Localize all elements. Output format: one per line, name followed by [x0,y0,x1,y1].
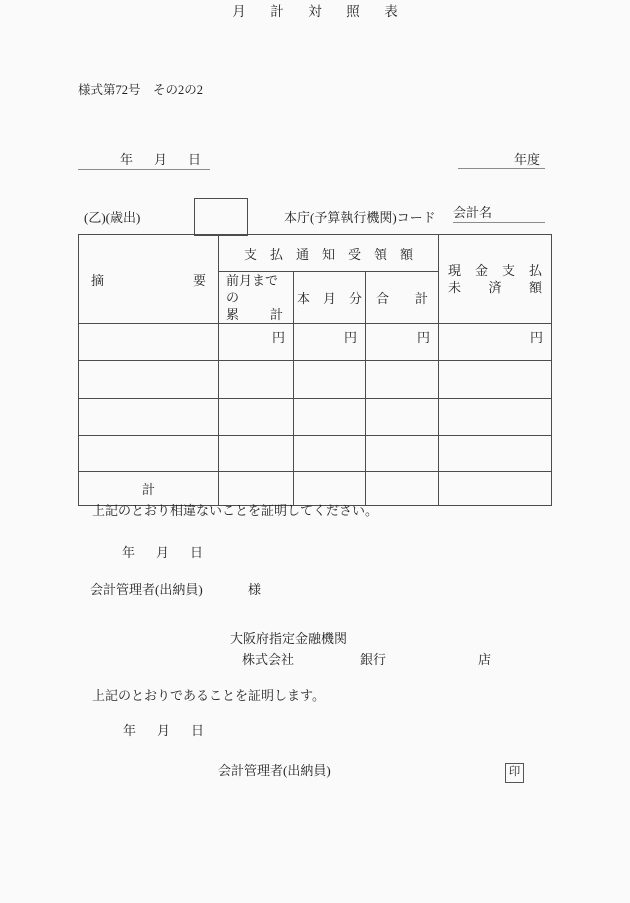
summary-header-char: 摘 [91,272,105,288]
prev-month-header-line1: 前月までの [226,273,279,305]
empty-cell [219,436,294,472]
table-row [79,399,552,436]
empty-cell [79,436,219,472]
empty-cell [439,399,552,436]
empty-cell [219,472,294,506]
empty-cell [79,399,219,436]
cash-header-char: 済 [488,280,502,295]
summary-header-cell [79,235,219,324]
issue-date-label: 年 月 日 [120,152,206,167]
branch-label: 店 [478,652,492,667]
unit-cell: 円 [294,324,366,361]
cash-header-char: 金 [474,263,488,278]
company-type-label: 株式会社 [242,652,295,667]
empty-cell [294,399,366,436]
addressee-label: 会計管理者(出納員) [90,582,203,597]
form-number: 様式第72号 その2の2 [78,83,204,97]
cash-header-char: 払 [528,263,542,278]
certify-statement: 上記のとおりであることを証明します。 [92,688,325,703]
total-row [79,472,552,506]
empty-cell [294,361,366,399]
bank-label: 銀行 [360,652,387,667]
certify-request-statement: 上記のとおり相違ないことを証明してください。 [92,503,379,518]
prev-month-header-char: 計 [269,307,283,322]
total-label-cell: 計 [79,472,219,506]
empty-cell [439,472,552,506]
seal-box [505,763,524,783]
empty-cell [294,472,366,506]
org-code-box [194,198,248,236]
cash-header-char: 現 [448,263,462,278]
unit-row [79,324,552,361]
prev-month-header-char: 累 [226,307,240,322]
summary-header-char: 要 [192,272,206,288]
this-month-header-cell: 本 月 分 [294,272,366,324]
empty-cell [366,472,439,506]
request-date-label: 年 月 日 [122,545,208,560]
cash-unpaid-header-cell [439,235,552,324]
subtotal-header-cell [366,272,439,324]
cash-header-char: 額 [528,280,542,295]
unit-cell: 円 [219,324,294,361]
payment-group-header-cell: 支 払 通 知 受 領 額 [219,235,439,272]
addressee-suffix: 様 [248,582,262,597]
table-header-row-1 [79,235,552,272]
unit-cell: 円 [366,324,439,361]
cash-header-char: 未 [448,280,462,295]
empty-cell [439,361,552,399]
empty-cell [294,436,366,472]
unit-cell: 円 [439,324,552,361]
empty-cell [439,436,552,472]
empty-cell [79,324,219,361]
fiscal-year-label: 年度 [514,152,541,167]
signer-label: 会計管理者(出納員) [218,763,331,778]
fiscal-year-underline [458,168,545,169]
prev-month-header-cell [219,272,294,324]
empty-cell [366,399,439,436]
empty-cell [366,361,439,399]
monthly-comparison-table [78,234,552,506]
subtotal-header-char: 合 [376,291,390,306]
account-name-field: 会計名 [453,206,545,223]
empty-cell [219,399,294,436]
empty-cell [79,361,219,399]
table-row [79,361,552,399]
page-title: 月 計 対 照 表 [232,4,404,19]
org-code-label: 本庁(予算執行機関)コード [284,210,436,225]
issue-date-underline [78,169,210,170]
certification-date-label: 年 月 日 [123,723,209,738]
empty-cell [366,436,439,472]
empty-cell [219,361,294,399]
seal-label: 印 [508,766,521,779]
cash-header-char: 支 [501,263,515,278]
table-row [79,436,552,472]
form-type-label: (乙)(歳出) [84,210,141,225]
subtotal-header-char: 計 [414,291,428,306]
institution-label: 大阪府指定金融機関 [230,631,348,646]
